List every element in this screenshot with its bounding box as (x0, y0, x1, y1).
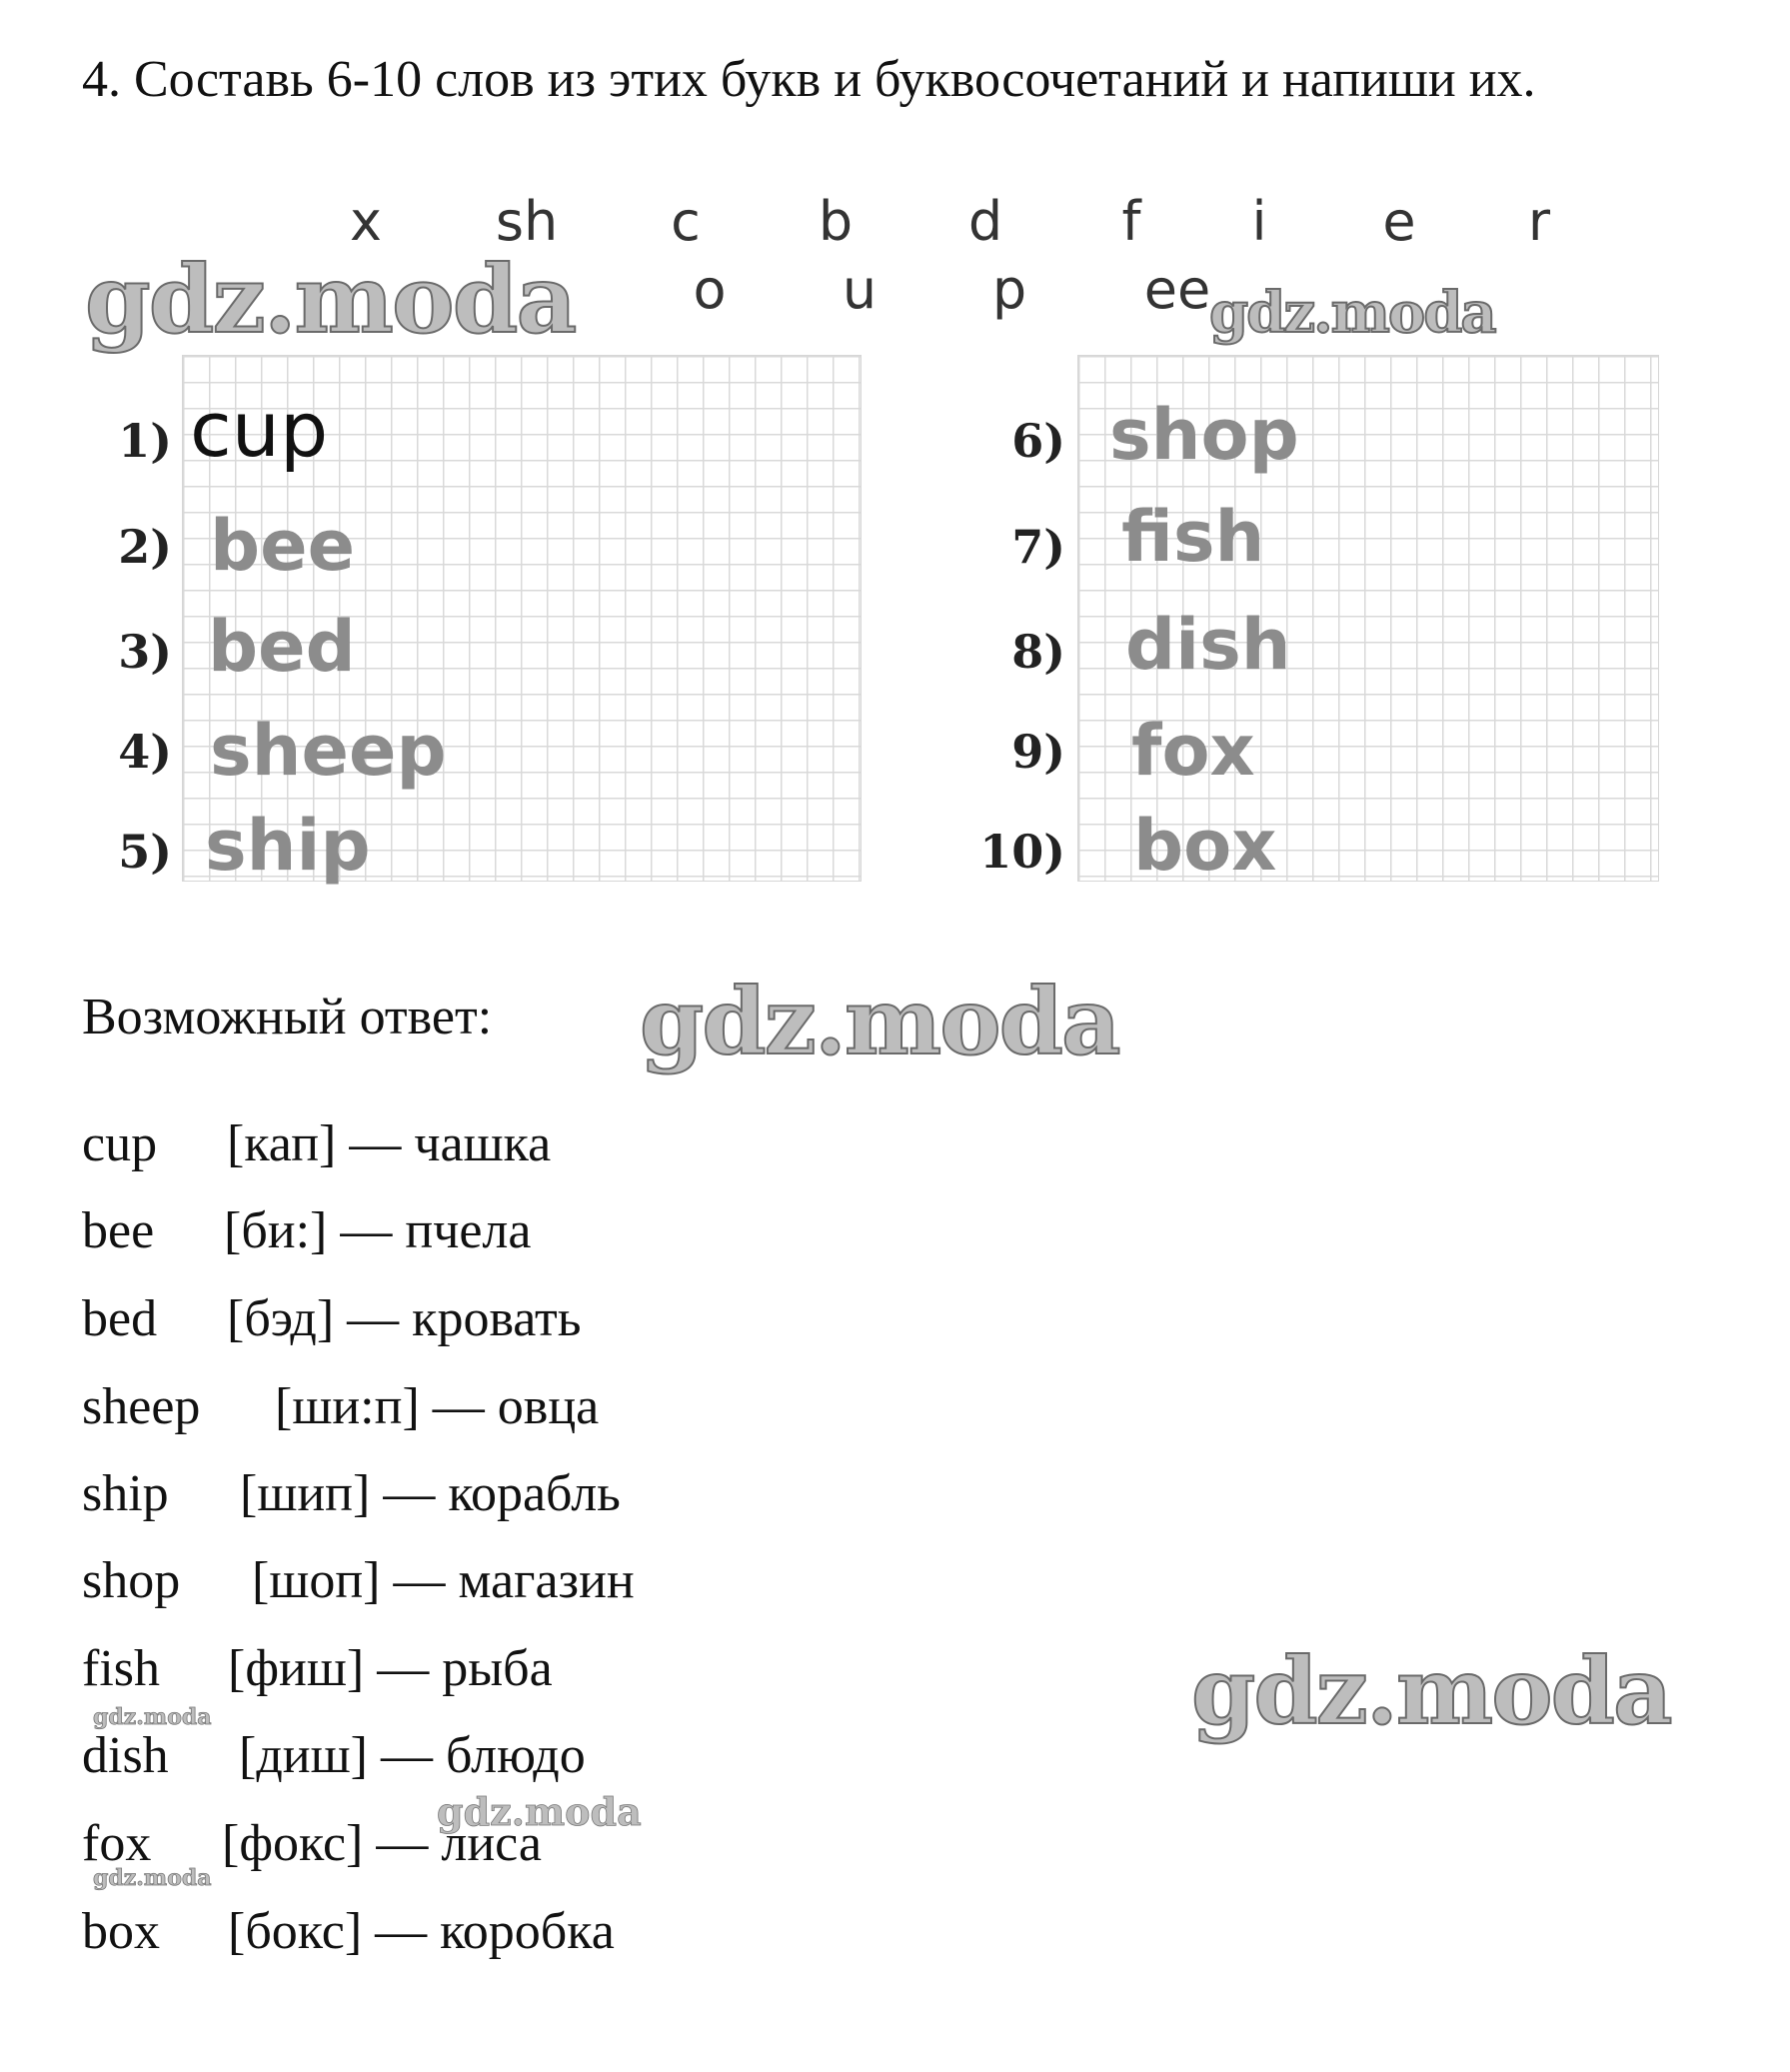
letter-tile: i (1251, 190, 1267, 253)
letter-tile: e (1382, 190, 1416, 253)
letter-tile: ee (1143, 258, 1211, 321)
item-number: 4) (118, 725, 172, 779)
answer-translation: [бокс] — коробка (228, 1903, 615, 1960)
answer-row (82, 1289, 581, 1348)
answer-translation: [фиш] — рыба (228, 1640, 553, 1697)
answer-word: bee (82, 1202, 155, 1259)
answer-word: fox (82, 1815, 152, 1872)
answer-translation: [фокс] — лиса (222, 1815, 542, 1872)
item-word: bee (210, 505, 356, 587)
watermark: gdz.moda (1209, 280, 1495, 346)
watermark: gdz.moda (437, 1789, 642, 1834)
answer-translation: [би:] — пчела (224, 1202, 532, 1259)
letter-tile: d (967, 190, 1003, 253)
item-word: box (1133, 805, 1277, 887)
answer-row (82, 1551, 635, 1610)
answer-row (82, 1726, 586, 1785)
item-word: ship (205, 805, 371, 887)
item-number: 8) (1011, 625, 1065, 679)
item-word: dish (1125, 604, 1291, 686)
item-number: 10) (979, 825, 1065, 879)
letter-tile: x (350, 190, 382, 253)
letter-tile: u (842, 258, 878, 321)
answer-row (82, 1201, 531, 1260)
answer-word: ship (82, 1465, 169, 1522)
letter-tile: p (991, 258, 1027, 321)
watermark: gdz.moda (85, 245, 576, 355)
answer-row (82, 1639, 553, 1698)
letter-tile: f (1121, 190, 1141, 253)
item-word: fish (1121, 496, 1265, 578)
answer-translation: [диш] — блюдо (239, 1727, 586, 1784)
item-number: 9) (1011, 725, 1065, 779)
item-number: 3) (118, 625, 172, 679)
answer-row (82, 1377, 599, 1436)
watermark: gdz.moda (93, 1704, 212, 1730)
watermark: gdz.moda (93, 1865, 212, 1891)
answer-label: Возможный ответ: (82, 989, 493, 1045)
letter-tile: c (671, 190, 701, 253)
item-number: 1) (118, 414, 172, 468)
answer-word: sheep (82, 1378, 201, 1435)
answer-word: fish (82, 1640, 160, 1697)
item-word: sheep (210, 710, 447, 792)
answer-translation: [шоп] — магазин (252, 1552, 635, 1609)
answer-translation: [ши:п] — овца (275, 1378, 600, 1435)
answer-word: dish (82, 1727, 169, 1784)
item-word: cup (190, 385, 329, 474)
answer-row (82, 1114, 551, 1173)
item-number: 5) (118, 825, 172, 879)
item-number: 2) (118, 520, 172, 574)
answer-translation: [шип] — корабль (240, 1465, 621, 1522)
item-word: fox (1131, 710, 1255, 792)
answer-word: bed (82, 1290, 158, 1347)
answer-word: box (82, 1903, 160, 1960)
letter-tile: r (1527, 190, 1551, 253)
watermark: gdz.moda (1191, 1637, 1671, 1745)
answer-row (82, 1902, 615, 1961)
answer-translation: [кап] — чашка (227, 1115, 552, 1172)
letter-tile: b (818, 190, 854, 253)
answer-word: cup (82, 1115, 158, 1172)
item-number: 6) (1011, 414, 1065, 468)
answer-translation: [бэд] — кровать (227, 1290, 582, 1347)
letter-tile: sh (495, 190, 559, 253)
item-word: shop (1109, 394, 1299, 476)
answer-row (82, 1464, 621, 1523)
task-title: 4. Составь 6-10 слов из этих букв и буквосочетаний и напиши их. (82, 51, 1536, 108)
watermark: gdz.moda (640, 968, 1119, 1075)
letter-tile: o (693, 258, 727, 321)
item-number: 7) (1011, 520, 1065, 574)
answer-word: shop (82, 1552, 181, 1609)
item-word: bed (208, 606, 356, 688)
